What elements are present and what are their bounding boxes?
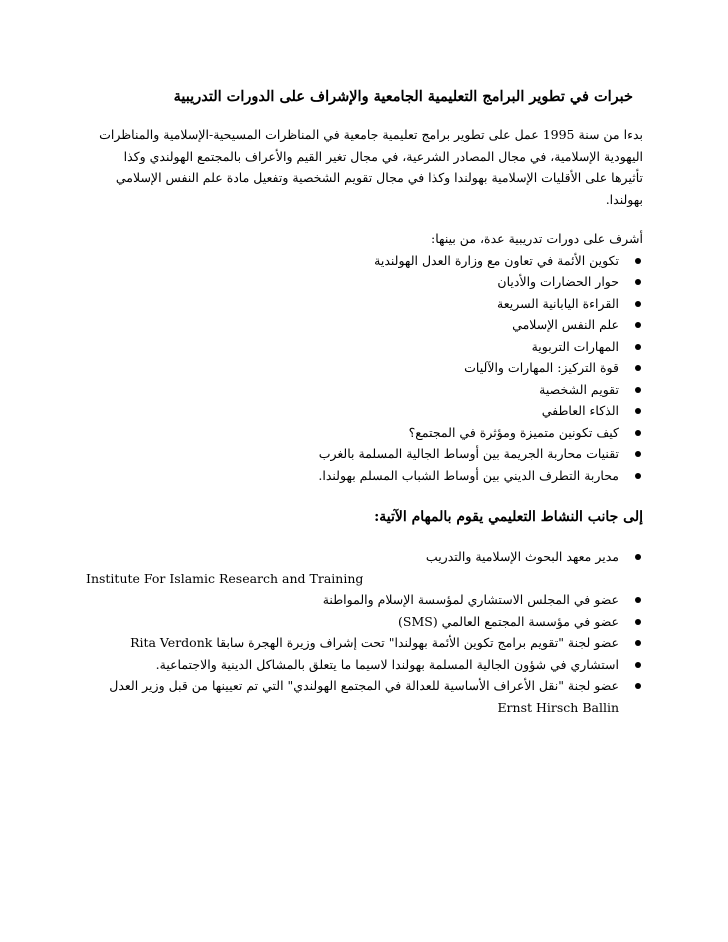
courses-intro: أشرف على دورات تدريبية عدة، من بينها: (431, 231, 643, 246)
course-text: قوة التركيز: المهارات والآليات (464, 360, 619, 375)
course-text: حوار الحضارات والأديان (497, 274, 619, 289)
list-item (86, 654, 619, 676)
bullet-icon (635, 387, 641, 393)
task-text-english: Ernst Hirsch Ballin (497, 699, 619, 715)
list-item (86, 422, 619, 444)
task-text: عضو في المجلس الاستشاري لمؤسسة الإسلام والمواطنة (322, 592, 619, 607)
paragraph-line: تأثيرها على الأقليات الإسلامية بهولندا وكذا في مجال تقويم الشخصية وتفعيل مادة علم النفس الإسلامي (115, 170, 643, 185)
bullet-icon (635, 640, 641, 646)
paragraph-line: بدءا من سنة 1995 عمل على تطوير برامج تعليمية جامعية في المناظرات المسيحية-الإسلامية والمناظرات (99, 127, 643, 142)
task-text: عضو لجنة "نقل الأعراف الأساسية للعدالة في المجتمع الهولندي" التي تم تعيينها من قبل وزير العدل (109, 678, 619, 693)
bullet-icon (635, 301, 641, 307)
course-text: محاربة التطرف الديني بين أوساط الشباب المسلم بهولندا. (318, 467, 619, 483)
list-item (86, 379, 619, 401)
list-item (86, 675, 619, 718)
list-item (86, 314, 619, 336)
course-text: علم النفس الإسلامي (512, 317, 619, 332)
task-text: مدير معهد البحوث الإسلامية والتدريب (425, 549, 619, 564)
bullet-icon (635, 322, 641, 328)
section-title: خبرات في تطوير البرامج التعليمية الجامعية والإشراف على الدورات التدريبية (173, 88, 633, 105)
list-item (86, 465, 619, 487)
task-text: استشاري في شؤون الجالية المسلمة بهولندا لاسيما ما يتعلق بالمشاكل الدينية والاجتماعية. (155, 656, 619, 672)
bullet-icon (635, 473, 641, 479)
list-item (86, 357, 619, 379)
bullet-icon (635, 258, 641, 264)
course-text: القراءة اليابانية السريعة (497, 295, 619, 311)
course-text: تكوين الأئمة في تعاون مع وزارة العدل الهولندية (374, 252, 619, 268)
courses-list (86, 250, 643, 487)
course-text: تقويم الشخصية (539, 381, 619, 397)
list-item (86, 443, 619, 465)
course-text: المهارات التربوية (531, 338, 619, 354)
course-text: تقنيات محاربة الجريمة بين أوساط الجالية المسلمة بالغرب (318, 446, 619, 461)
bullet-icon (635, 344, 641, 350)
course-text: الذكاء العاطفي (541, 403, 619, 418)
course-text: كيف تكونين متميزة ومؤثرة في المجتمع؟ (408, 424, 619, 440)
bullet-icon (635, 430, 641, 436)
bullet-icon (635, 451, 641, 457)
tasks-list (86, 546, 643, 718)
bullet-icon (635, 683, 641, 689)
paragraph-line: بهولندا. (605, 191, 643, 207)
bullet-icon (635, 279, 641, 285)
task-text-english: Institute For Islamic Research and Training (86, 570, 364, 586)
paragraph-line: اليهودية الإسلامية، في مجال المصادر الشرعية، في مجال تغير القيم والأعراف بالمجتمع الهولندي وكذا (123, 148, 643, 164)
bullet-icon (635, 408, 641, 414)
list-item (86, 546, 619, 589)
experience-paragraph (86, 124, 643, 210)
bullet-icon (635, 554, 641, 560)
list-item (86, 611, 619, 633)
list-item (86, 400, 619, 422)
list-item (86, 271, 619, 293)
tasks-heading: إلى جانب النشاط التعليمي يقوم بالمهام الآتية: (374, 509, 643, 525)
list-item (86, 632, 619, 654)
task-text-english: Rita Verdonk (130, 635, 213, 650)
list-item (86, 336, 619, 358)
list-item (86, 293, 619, 315)
bullet-icon (635, 662, 641, 668)
list-item (86, 589, 619, 611)
task-text: عضو في مؤسسة المجتمع العالمي (SMS) (397, 613, 619, 629)
bullet-icon (635, 619, 641, 625)
task-text: عضو لجنة "تقويم برامج تكوين الأئمة بهولندا" تحت إشراف وزيرة الهجرة سابقا (216, 635, 619, 650)
bullet-icon (635, 365, 641, 371)
list-item (86, 250, 619, 272)
bullet-icon (635, 597, 641, 603)
document-body (86, 86, 643, 718)
